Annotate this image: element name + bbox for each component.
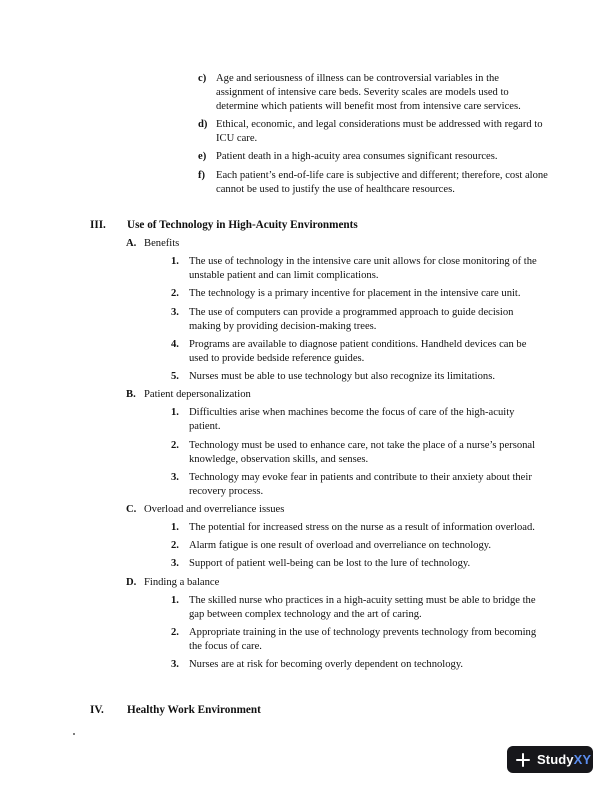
item-text: Appropriate training in the use of technology prevents technology from becoming the focus of care.	[189, 627, 537, 652]
brand-main: Study	[537, 752, 574, 767]
item-text: Each patient’s end-of-life care is subjective and different; therefore, cost alone cannot be used to justify the use of healthcare resources.	[216, 169, 548, 195]
list-item	[171, 287, 546, 301]
item-text: Support of patient well-being can be lost to the lure of technology.	[189, 558, 471, 570]
item-marker: 3.	[171, 306, 179, 318]
balance-list	[171, 594, 546, 672]
section-number: IV.	[90, 704, 104, 716]
item-marker: 2.	[171, 540, 179, 552]
list-item	[171, 338, 546, 366]
list-item	[171, 626, 546, 654]
brand-logo-text	[537, 752, 591, 767]
item-text: Alarm fatigue is one result of overload and overreliance on technology.	[189, 540, 492, 552]
benefits-list	[171, 255, 546, 384]
list-item	[171, 658, 546, 672]
item-marker: 2.	[171, 288, 179, 300]
section-title: Use of Technology in High-Acuity Environments	[127, 219, 358, 231]
item-marker: c)	[198, 73, 207, 84]
item-text: The potential for increased stress on the nurse as a result of information overload.	[189, 522, 535, 534]
section-number: III.	[90, 219, 106, 231]
item-marker: f)	[198, 169, 206, 181]
item-text: Age and seriousness of illness can be controversial variables in the assignment of intensive care beds. Severity scales are models used to determine which patients will benefit most from intensive care services.	[216, 73, 521, 112]
list-item	[171, 594, 546, 622]
item-marker: 2.	[171, 627, 179, 638]
lettered-list	[198, 72, 548, 201]
subsection-marker: D.	[126, 576, 137, 588]
depersonalization-list	[171, 406, 546, 498]
section-heading-3	[90, 219, 358, 231]
subsection-marker: B.	[126, 389, 136, 401]
section-title: Healthy Work Environment	[127, 704, 261, 716]
item-marker: 4.	[171, 338, 179, 350]
list-item	[171, 471, 546, 499]
item-marker: 2.	[171, 439, 179, 451]
list-item	[171, 439, 546, 467]
item-text: Difficulties arise when machines become the focus of care of the high-acuity patient.	[189, 407, 515, 433]
subsection-title: Overload and overreliance issues	[144, 503, 285, 515]
subsection-title: Finding a balance	[144, 576, 220, 588]
item-text: Nurses must be able to use technology but also recognize its limitations.	[189, 370, 495, 382]
list-item	[198, 150, 548, 164]
subsection-marker: C.	[126, 503, 137, 515]
list-item	[171, 255, 546, 283]
overload-list	[171, 521, 546, 571]
subsection-marker: A.	[126, 238, 137, 249]
item-text: Technology may evoke fear in patients and contribute to their anxiety about their recovery process.	[189, 471, 532, 497]
item-marker: 1.	[171, 522, 179, 534]
subsection-heading-balance	[126, 576, 546, 590]
item-marker: e)	[198, 151, 207, 163]
list-item	[171, 406, 546, 434]
item-marker: 1.	[171, 594, 179, 606]
item-text: Programs are available to diagnose patient conditions. Handheld devices can be used to provide bedside reference guides.	[189, 338, 527, 364]
studyxy-badge[interactable]	[507, 746, 593, 773]
list-item	[171, 557, 546, 571]
brand-accent: XY	[573, 752, 592, 767]
item-marker: 3.	[171, 471, 179, 483]
subsection-title: Patient depersonalization	[144, 389, 251, 401]
item-text: The use of technology in the intensive care unit allows for close monitoring of the unstable patient and can limit complications.	[189, 256, 537, 282]
item-marker: 1.	[171, 407, 179, 419]
item-marker: d)	[198, 119, 208, 131]
section-heading-4	[90, 704, 261, 716]
item-text: Nurses are at risk for becoming overly dependent on technology.	[189, 659, 464, 671]
list-item	[198, 118, 548, 146]
item-marker: 5.	[171, 370, 179, 382]
item-text: The skilled nurse who practices in a high-acuity setting must be able to bridge the gap between complex technology and the art of caring.	[189, 594, 536, 620]
list-item	[171, 521, 546, 535]
list-item	[171, 370, 546, 384]
item-marker: 3.	[171, 558, 179, 570]
stray-dot	[73, 733, 75, 735]
list-item	[171, 306, 546, 334]
section-3-subsections	[126, 237, 546, 676]
list-item	[198, 72, 548, 114]
item-marker: 3.	[171, 659, 179, 671]
item-marker: 1.	[171, 256, 179, 268]
plus-icon	[516, 753, 530, 767]
subsection-heading-depersonalization	[126, 388, 546, 402]
item-text: Ethical, economic, and legal considerations must be addressed with regard to ICU care.	[216, 119, 543, 145]
list-item	[198, 169, 548, 197]
subsection-heading-overload	[126, 503, 546, 517]
item-text: Technology must be used to enhance care, not take the place of a nurse’s personal knowledge, observation skills, and senses.	[189, 439, 536, 465]
item-text: Patient death in a high-acuity area consumes significant resources.	[216, 151, 498, 163]
item-text: The technology is a primary incentive for placement in the intensive care unit.	[189, 288, 521, 300]
list-item	[171, 539, 546, 553]
item-text: The use of computers can provide a programmed approach to guide decision making by providing decision-making trees.	[189, 306, 514, 332]
subsection-heading-benefits	[126, 237, 546, 251]
subsection-title: Benefits	[144, 238, 180, 249]
